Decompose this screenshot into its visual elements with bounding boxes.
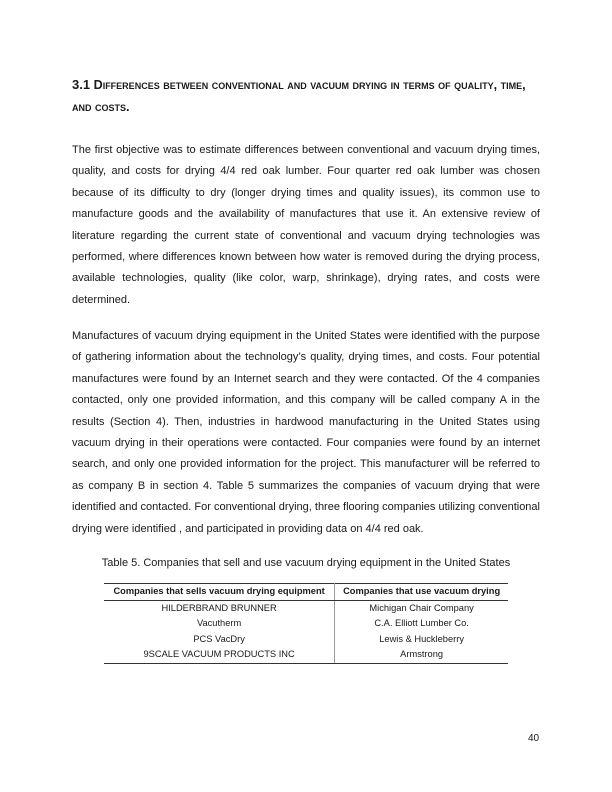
- section-number: 3.1: [72, 77, 91, 92]
- column-header-users: Companies that use vacuum drying: [335, 584, 508, 601]
- paragraph-manufacturers: Manufactures of vacuum drying equipment in the United States were identified with the purpose of gathering information about the technology’s quality, drying times, and costs. Four potential manufactures were found by an Internet search and they were contacted. Of the 4 companies contacted, only one provided information, and this company will be called company A in the results (Section 4). Then, industries in hardwood manufacturing in the United States using vacuum drying in their operations were contacted. Four companies were found by an internet search, and only one provided information for the project. This manufacturer will be referred to as company B in section 4. Table 5 summarizes the companies of vacuum drying that were identified and contacted. For conventional drying, three flooring companies utilizing conventional drying were identified , and participated in providing data on 4/4 red oak.: [72, 330, 540, 535]
- table-header-row: [104, 584, 508, 601]
- seller-cell: PCS VacDry: [104, 632, 335, 648]
- paragraph-objective: The first objective was to estimate differences between conventional and vacuum drying times, quality, and costs for drying 4/4 red oak lumber. Four quarter red oak lumber was chosen because of its difficulty to dry (longer drying times and quality issues), its common use to manufacture goods and the availability of manufactures that use it. An extensive review of literature regarding the current state of conventional and vacuum drying technologies was performed, where differences known between how water is removed during the drying process, available technologies, quality (like color, warp, shrinkage), drying rates, and costs were determined.: [72, 144, 540, 306]
- table-row: [104, 600, 508, 616]
- table-row: [104, 647, 508, 663]
- table-row: [104, 616, 508, 632]
- user-cell: Armstrong: [335, 647, 508, 663]
- section-heading: [72, 74, 542, 118]
- section-title-initial: D: [93, 78, 103, 92]
- companies-table: [104, 583, 508, 664]
- table-row: [104, 632, 508, 648]
- user-cell: Lewis & Huckleberry: [379, 633, 464, 644]
- user-cell: Michigan Chair Company: [369, 602, 474, 613]
- column-header-sellers: Companies that sells vacuum drying equipment: [104, 584, 335, 601]
- table-caption: Table 5. Companies that sell and use vacuum drying equipment in the United States: [101, 557, 511, 569]
- user-cell: C.A. Elliott Lumber Co.: [374, 618, 469, 628]
- seller-cell: Vacutherm: [104, 616, 335, 632]
- page-number: 40: [528, 733, 540, 744]
- section-title: ifferences between conventional and vacuum drying in terms of quality, time, and costs.: [72, 78, 526, 114]
- seller-cell: HILDERBRAND BRUNNER: [104, 600, 335, 616]
- seller-cell: 9SCALE VACUUM PRODUCTS INC: [104, 647, 335, 663]
